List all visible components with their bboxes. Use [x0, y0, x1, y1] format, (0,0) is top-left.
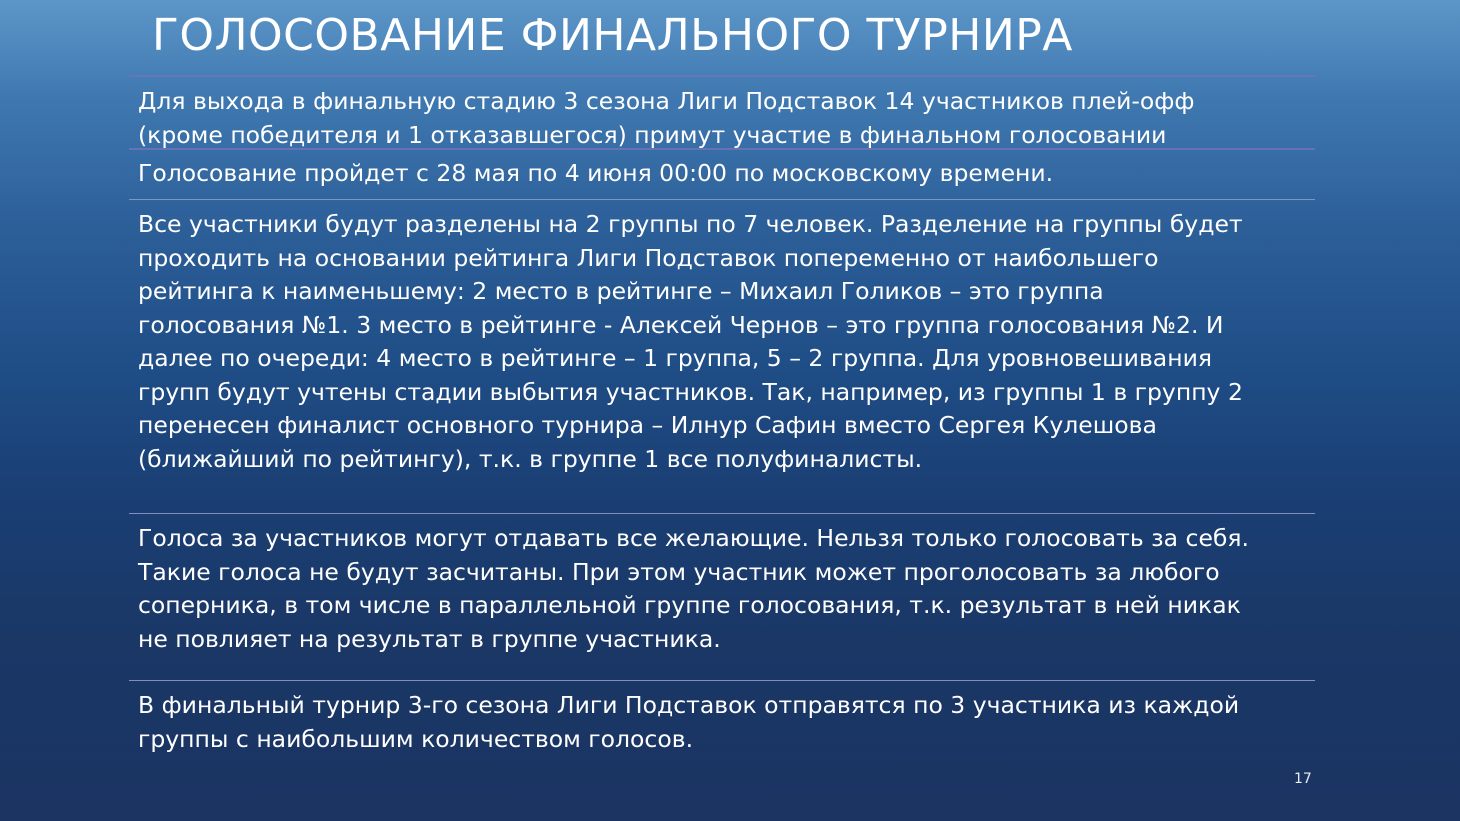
divider-4 — [129, 680, 1315, 681]
paragraph-qualification: Для выхода в финальную стадию 3 сезона Лиги Подставок 14 участников плей-офф (кроме победителя и 1 отказавшегося) примут участие в финальном голосовании — [138, 87, 1195, 149]
paragraph-groups: Все участники будут разделены на 2 группы по 7 человек. Разделение на группы будет проходить на основании рейтинга Лиги Подставок попеременно от наибольшего рейтинга к наименьшему: 2 место в рейтинге – Михаил Голиков – это группа голосования №1. 3 место в рейтинге - Алексей Чернов – это группа голосования №2. И далее по очереди: 4 место в рейтинге – 1 группа, 5 – 2 группа. Для уровновешивания групп будут учтены стадии выбытия участников. Так, например, из группы 1 в группу 2 перенесен финалист основного турнира – Илнур Сафин вместо Сергея Кулешова (ближайший по рейтингу), т.к. в группе 1 все полуфиналисты. — [138, 210, 1243, 473]
divider-1 — [129, 148, 1315, 150]
slide-title: ГОЛОСОВАНИЕ ФИНАЛЬНОГО ТУРНИРА — [152, 10, 1073, 61]
paragraph-voting-rules: Голоса за участников могут отдавать все желающие. Нельзя только голосовать за себя. Такие голоса не будут засчитаны. При этом участник может проголосовать за любого соперника, в том числе в параллельной группе голосования, т.к. результат в ней никак не повлияет на результат в группе участника. — [138, 524, 1250, 653]
divider-2 — [129, 199, 1315, 200]
paragraph-final-tournament: В финальный турнир 3-го сезона Лиги Подставок отправятся по 3 участника из каждой группы с наибольшим количеством голосов. — [138, 691, 1240, 753]
paragraph-voting-dates: Голосование пройдет с 28 мая по 4 июня 00:00 по московскому времени. — [138, 159, 1054, 187]
divider-title — [129, 75, 1315, 77]
page-number: 17 — [1294, 771, 1312, 787]
divider-3 — [129, 513, 1315, 514]
